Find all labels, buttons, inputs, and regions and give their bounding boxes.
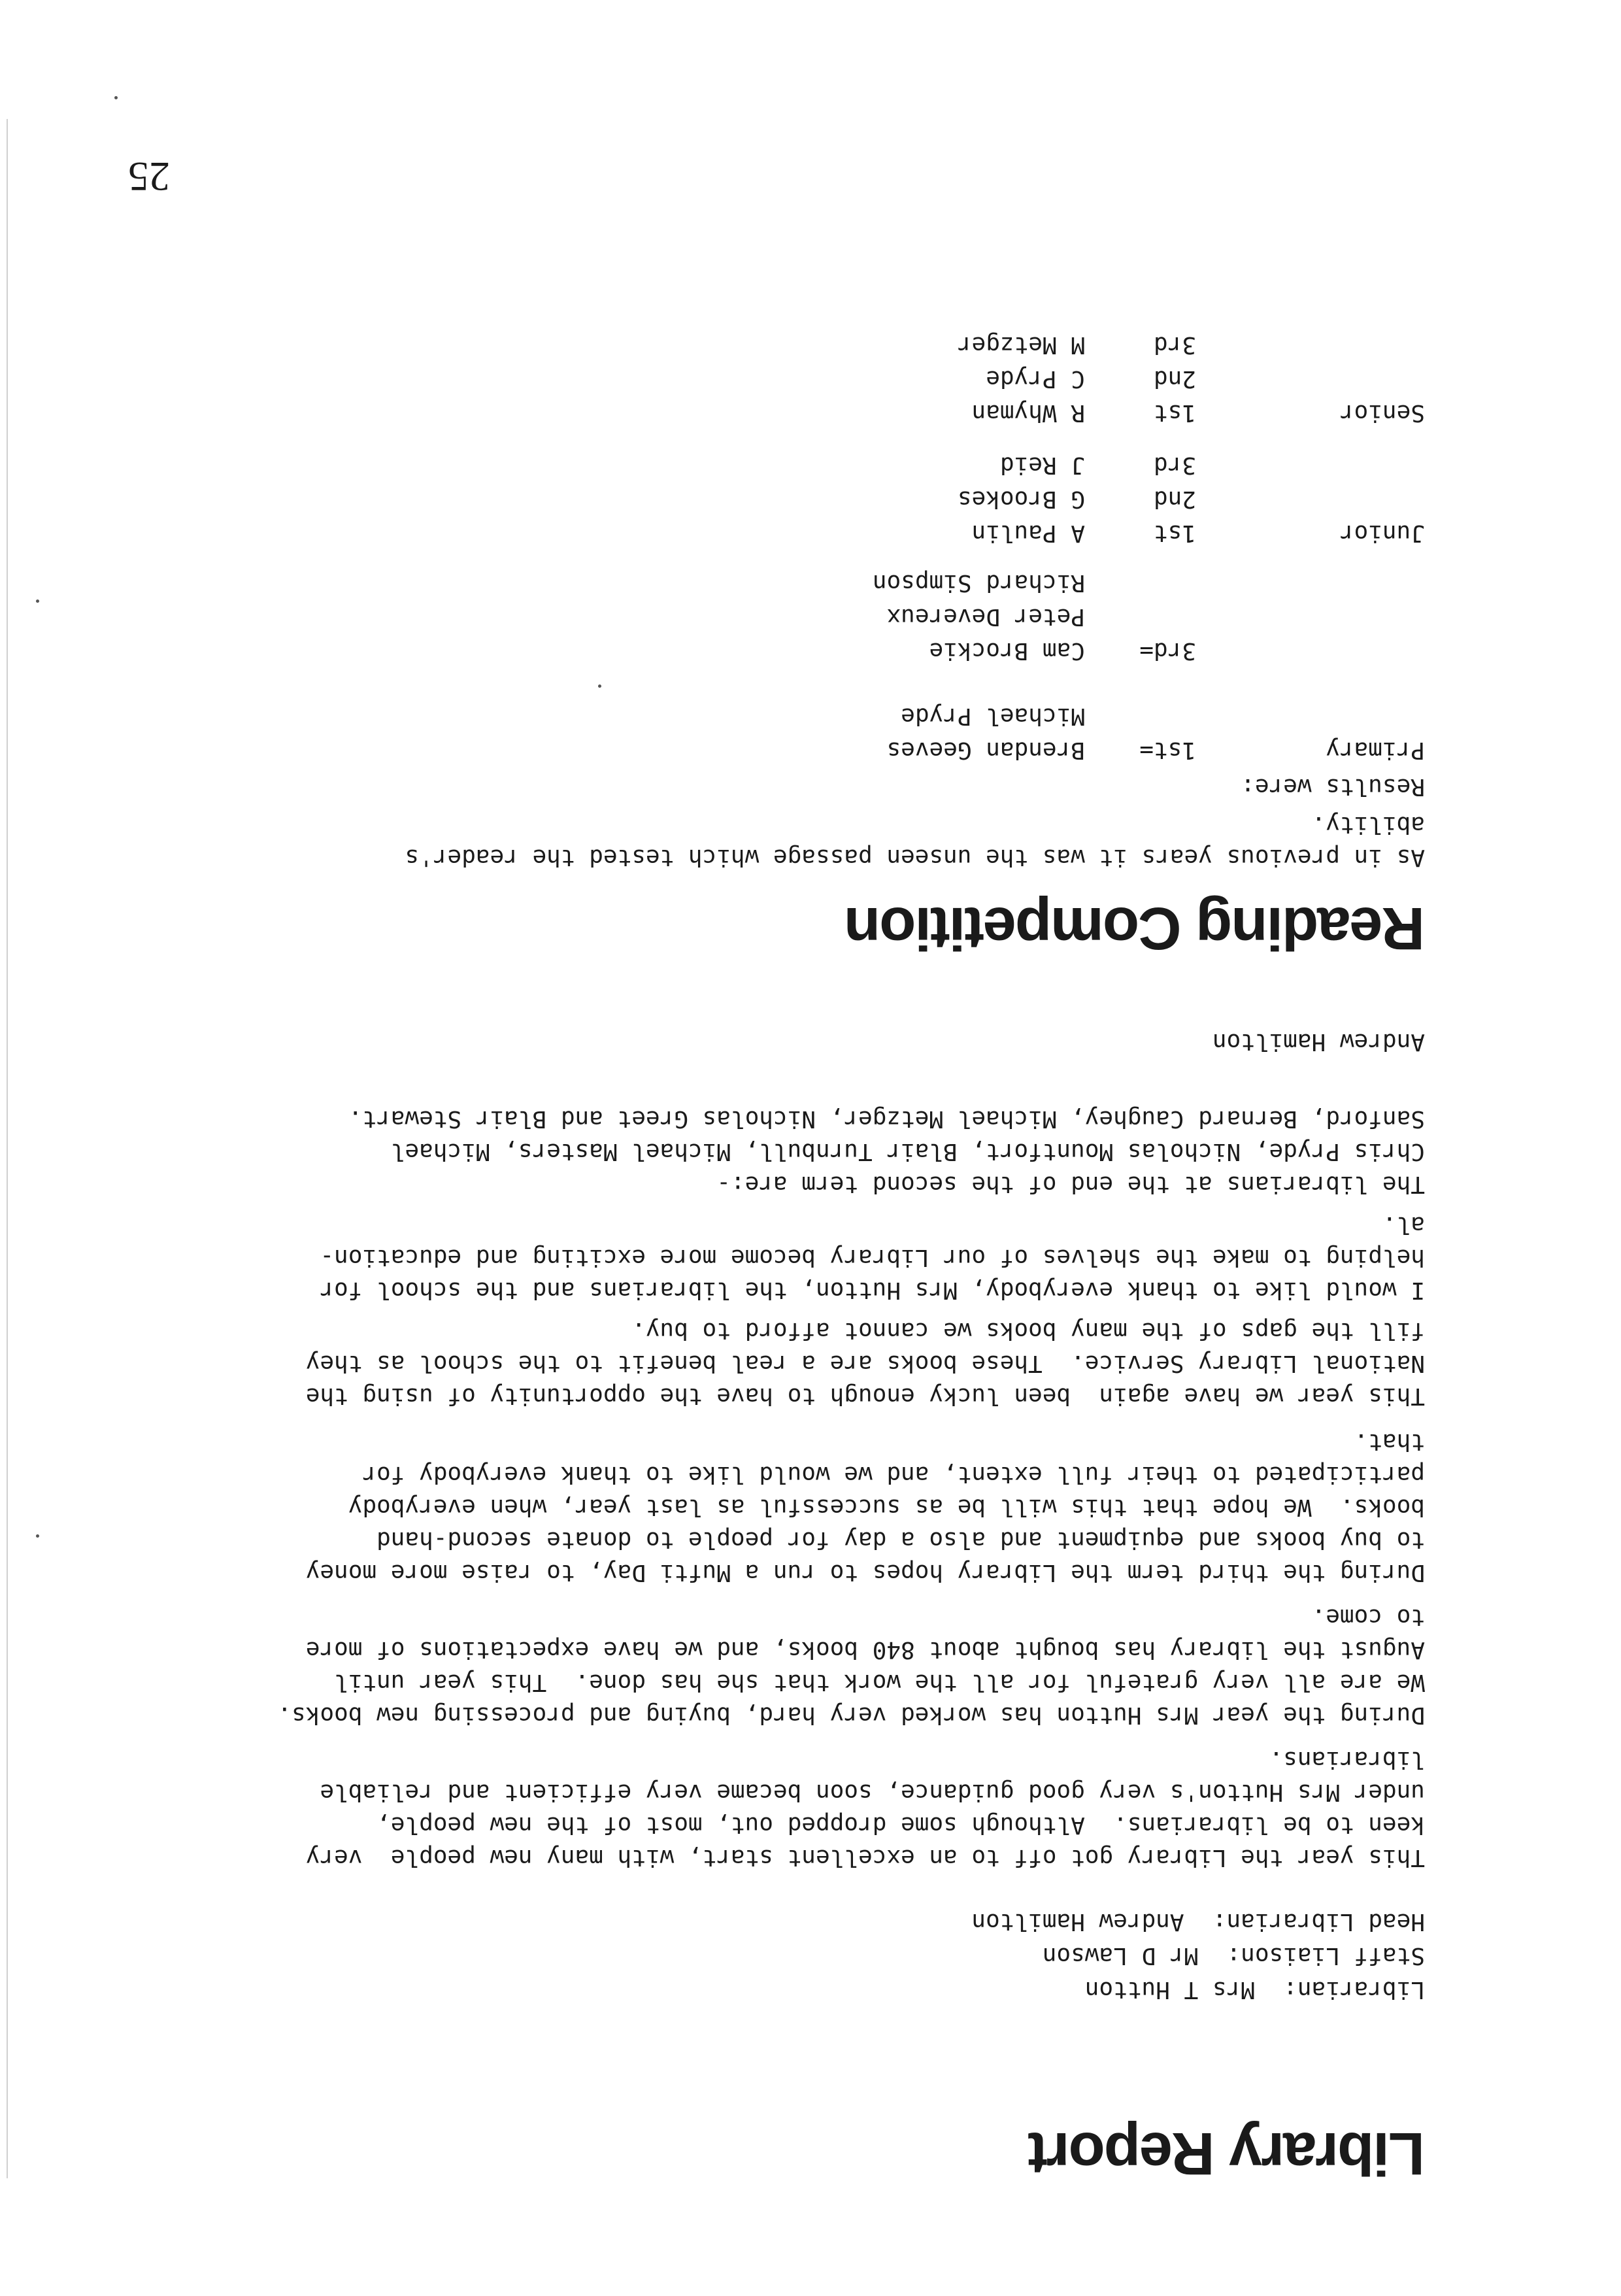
library-report-title: Library Report [1029,2120,1425,2187]
result-place: 1st [1153,520,1196,547]
scan-speck [36,599,39,603]
scan-speck [114,96,118,99]
result-place: 1st= [1139,737,1196,764]
result-name: G Brookes [957,486,1085,513]
result-name: Brendan Geeves [886,737,1085,764]
page-number: 25 [128,154,170,200]
competition-intro: As in previous years it was the unseen passage which tested the reader's ability. [405,811,1425,871]
result-name: J Reid [999,452,1085,479]
scan-speck [36,1534,39,1538]
result-place: 1st [1153,399,1196,426]
result-name: Cam Brockie [929,637,1085,664]
result-name: Michael Pryde [901,703,1085,730]
result-name: M Metzger [957,331,1085,358]
head-librarian-line: Head Librarian: Andrew Hamilton [971,1908,1425,1935]
result-category: Primary [1326,737,1425,764]
report-paragraph-3: During the third term the Library hopes to run a Mufti Day, to raise more money to buy books and equipment and also a day for people to donate second-hand books. We hope that this will be as successful as last year, when everybody participated to their full extent, and we would like to thank everybody for that. [305,1428,1425,1586]
scan-speck [598,684,601,688]
result-place: 2nd [1153,486,1196,513]
result-name: Richard Simpson [872,569,1085,596]
result-place: 3rd= [1139,637,1196,664]
librarian-line: Librarian: Mrs T Hutton [1084,1976,1425,2003]
result-name: C Pryde [986,365,1085,392]
result-name: R Whyman [971,399,1085,426]
report-paragraph-2: During the year Mrs Hutton has worked very hard, buying and processing new books. We are all very grateful for all the work that she has done. This year until August the library has bought about 840 books, and we have expectations of more to come. [277,1604,1425,1729]
report-paragraph-4: This year we have again been lucky enough to have the opportunity of using the National Library Service. These books are a real benefit to the school as they fill the gaps of the many books we cannot afford to buy. [305,1317,1425,1410]
result-place: 3rd [1153,452,1196,479]
results-label: Results were: [1241,773,1425,800]
report-signature: Andrew Hamilton [1212,1028,1425,1055]
result-name: Peter Devereux [886,603,1085,630]
staff-liaison-line: Staff Liaison: Mr D Lawson [1042,1942,1425,1969]
page-edge-shadow [7,119,8,2178]
report-paragraph-1: This year the Library got off to an excellent start, with many new people very keen to be librarians. Although some dropped out, most of the new people, under Mrs Hutton's very good guidance, soon became very efficient and reliable librarians. [305,1746,1425,1871]
report-paragraph-6: The librarians at the end of the second term are:- Chris Pryde, Nicholas Mountfort, Blair Turnbull, Michael Masters, Michael Sanford, Bernard Caughey, Michael Metzger, Nicholas Greet and Blair Stewart. [348,1106,1425,1198]
result-place: 3rd [1153,331,1196,358]
result-name: A Paulin [971,520,1085,547]
reading-competition-title: Reading Competition [844,895,1425,962]
result-category: Junior [1339,520,1425,547]
result-category: Senior [1339,399,1425,426]
result-place: 2nd [1153,365,1196,392]
report-paragraph-5: I would like to thank everybody, Mrs Hutton, the librarians and the school for helping to make the shelves of our Library become more exciting and education- al. [320,1211,1425,1304]
